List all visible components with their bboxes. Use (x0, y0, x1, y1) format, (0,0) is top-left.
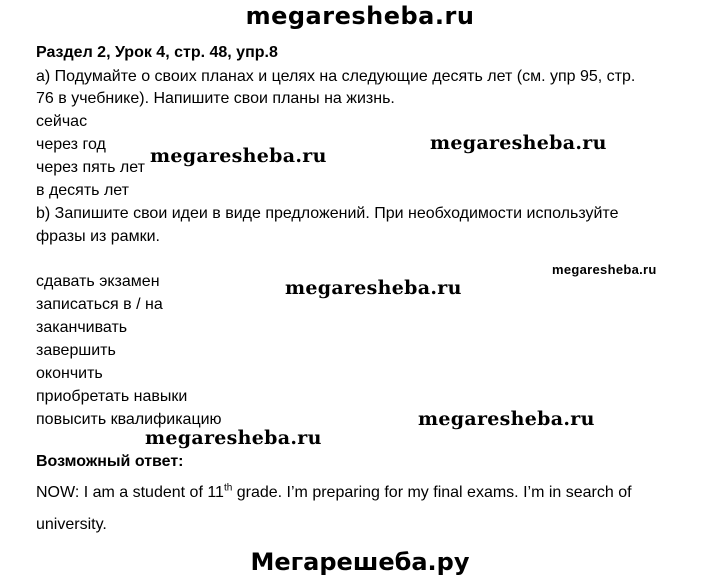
phrase-item: заканчивать (36, 319, 128, 336)
watermark: megaresheba.ru (150, 145, 327, 167)
watermark: megaresheba.ru (552, 262, 657, 277)
part-b-line-2: фразы из рамки. (36, 228, 160, 245)
phrase-item: сдавать экзамен (36, 273, 160, 290)
part-a-line-2: 76 в учебнике). Напишите свои планы на жизнь. (36, 90, 395, 107)
part-a-line-1: a) Подумайте о своих планах и целях на следующие десять лет (см. упр 95, стр. (36, 68, 636, 85)
phrase-item: окончить (36, 365, 103, 382)
answer-text-end: grade. I’m preparing for my final exams. I’m in search of university. (36, 484, 632, 533)
timeline-ten-years: в десять лет (36, 182, 129, 199)
answer-heading: Возможный ответ: (36, 453, 184, 470)
answer-text-start: NOW: I am a student of 11 (36, 484, 224, 501)
watermark: megaresheba.ru (430, 132, 607, 154)
phrase-item: повысить квалификацию (36, 411, 222, 428)
timeline-one-year: через год (36, 136, 106, 153)
footer-site-title: Мегарешеба.ру (250, 548, 470, 576)
site-title: megaresheba.ru (245, 2, 475, 30)
timeline-five-years: через пять лет (36, 159, 145, 176)
answer-text (36, 477, 700, 541)
timeline-now: сейчас (36, 113, 88, 130)
phrase-item: приобретать навыки (36, 388, 188, 405)
answer-superscript: th (223, 482, 233, 494)
part-b-line-1: b) Запишите свои идеи в виде предложений. При необходимости используйте (36, 205, 619, 222)
watermark: megaresheba.ru (418, 408, 595, 430)
watermark: megaresheba.ru (285, 277, 462, 299)
watermark: megaresheba.ru (145, 427, 322, 449)
phrase-item: записаться в / на (36, 296, 163, 313)
exercise-heading: Раздел 2, Урок 4, стр. 48, упр.8 (36, 44, 278, 61)
phrase-item: завершить (36, 342, 116, 359)
